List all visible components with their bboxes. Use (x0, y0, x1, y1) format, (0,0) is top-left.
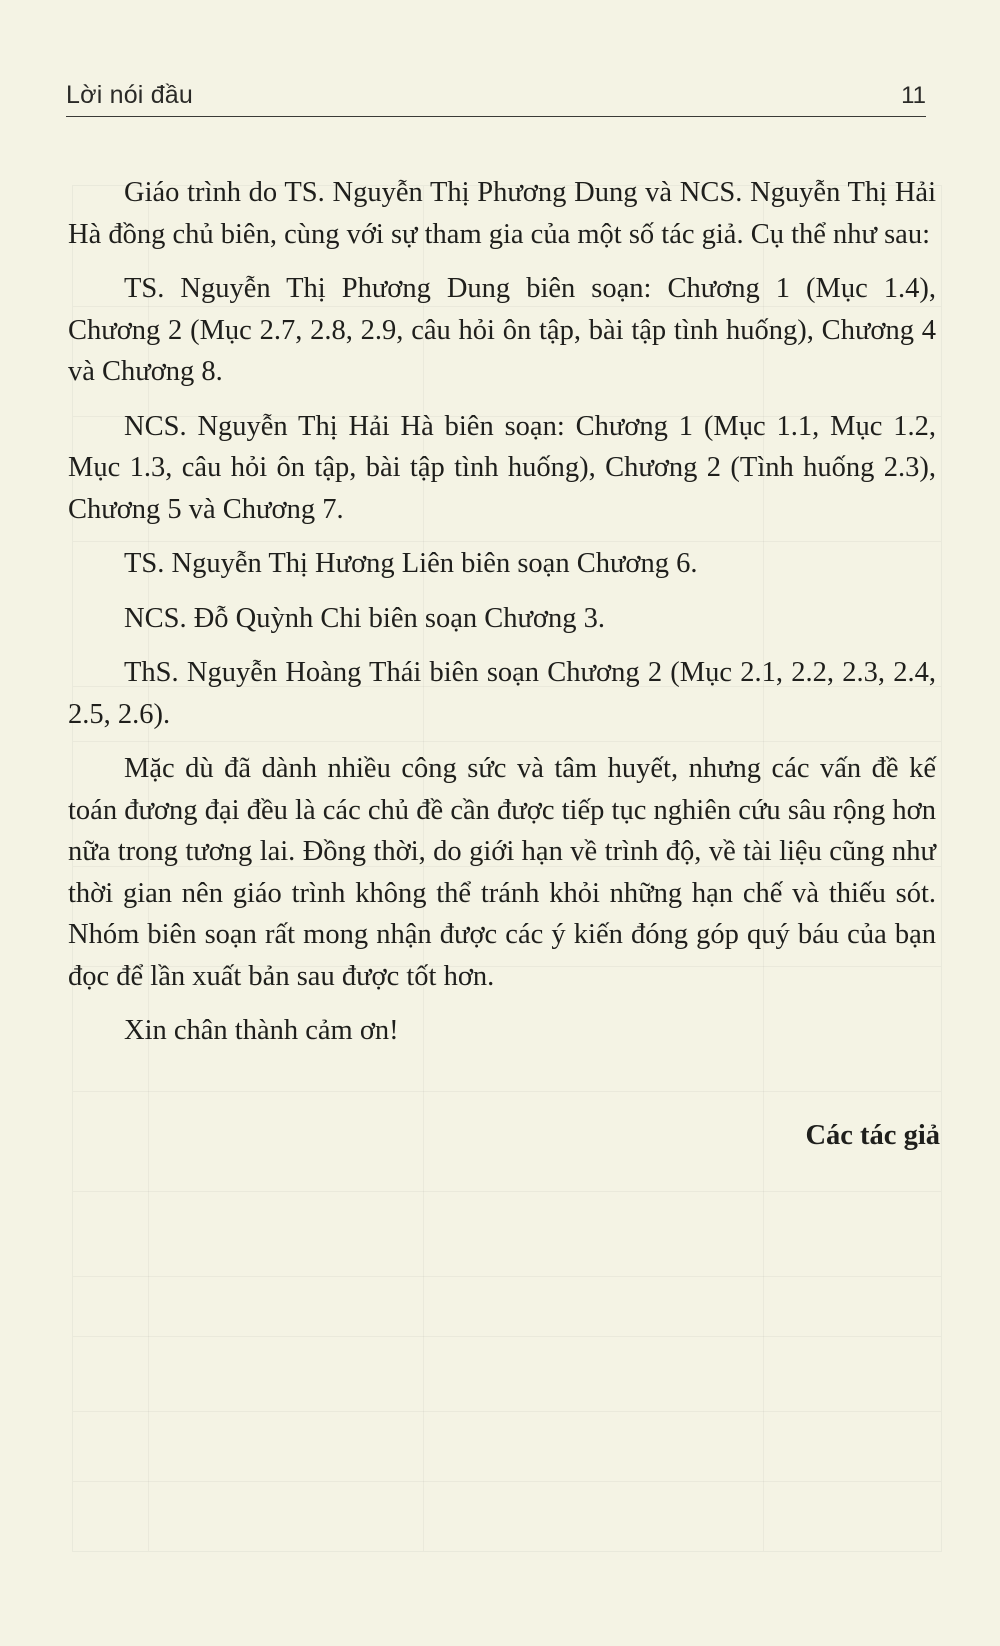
page-number: 11 (901, 82, 926, 109)
paragraph-author-thai: ThS. Nguyễn Hoàng Thái biên soạn Chương 2 (Mục 2.1, 2.2, 2.3, 2.4, 2.5, 2.6). (68, 657, 936, 730)
body-text (68, 172, 936, 1065)
paragraph-editors: Giáo trình do TS. Nguyễn Thị Phương Dung và NCS. Nguyễn Thị Hải Hà đồng chủ biên, cùng với sự tham gia của một số tác giả. Cụ thể như sau: (68, 177, 936, 250)
paragraph-author-ha: NCS. Nguyễn Thị Hải Hà biên soạn: Chương 1 (Mục 1.1, Mục 1.2, Mục 1.3, câu hỏi ôn tập, bài tập tình huống), Chương 2 (Tình huống 2.3), Chương 5 và Chương 7. (68, 410, 936, 525)
signature: Các tác giả (805, 1120, 940, 1151)
running-header (66, 72, 926, 117)
chapter-title: Lời nói đầu (66, 81, 194, 109)
paragraph-author-chi: NCS. Đỗ Quỳnh Chi biên soạn Chương 3. (124, 602, 605, 634)
paragraph-thanks: Xin chân thành cảm ơn! (124, 1015, 399, 1046)
paragraph-author-dung: TS. Nguyễn Thị Phương Dung biên soạn: Chương 1 (Mục 1.4), Chương 2 (Mục 2.7, 2.8, 2.9, câu hỏi ôn tập, bài tập tình huống), Chương 4 và Chương 8. (68, 273, 936, 387)
paragraph-disclaimer: Mặc dù đã dành nhiều công sức và tâm huyết, nhưng các vấn đề kế toán đương đại đều là các chủ đề cần được tiếp tục nghiên cứu sâu rộng hơn nữa trong tương lai. Đồng thời, do giới hạn về trình độ, về tài liệu cũng như thời gian nên giáo trình không thể tránh khỏi những hạn chế và thiếu sót. Nhóm biên soạn rất mong nhận được các ý kiến đóng góp quý báu của bạn đọc để lần xuất bản sau được tốt hơn. (68, 753, 936, 992)
paragraph-author-lien: TS. Nguyễn Thị Hương Liên biên soạn Chương 6. (124, 548, 698, 579)
